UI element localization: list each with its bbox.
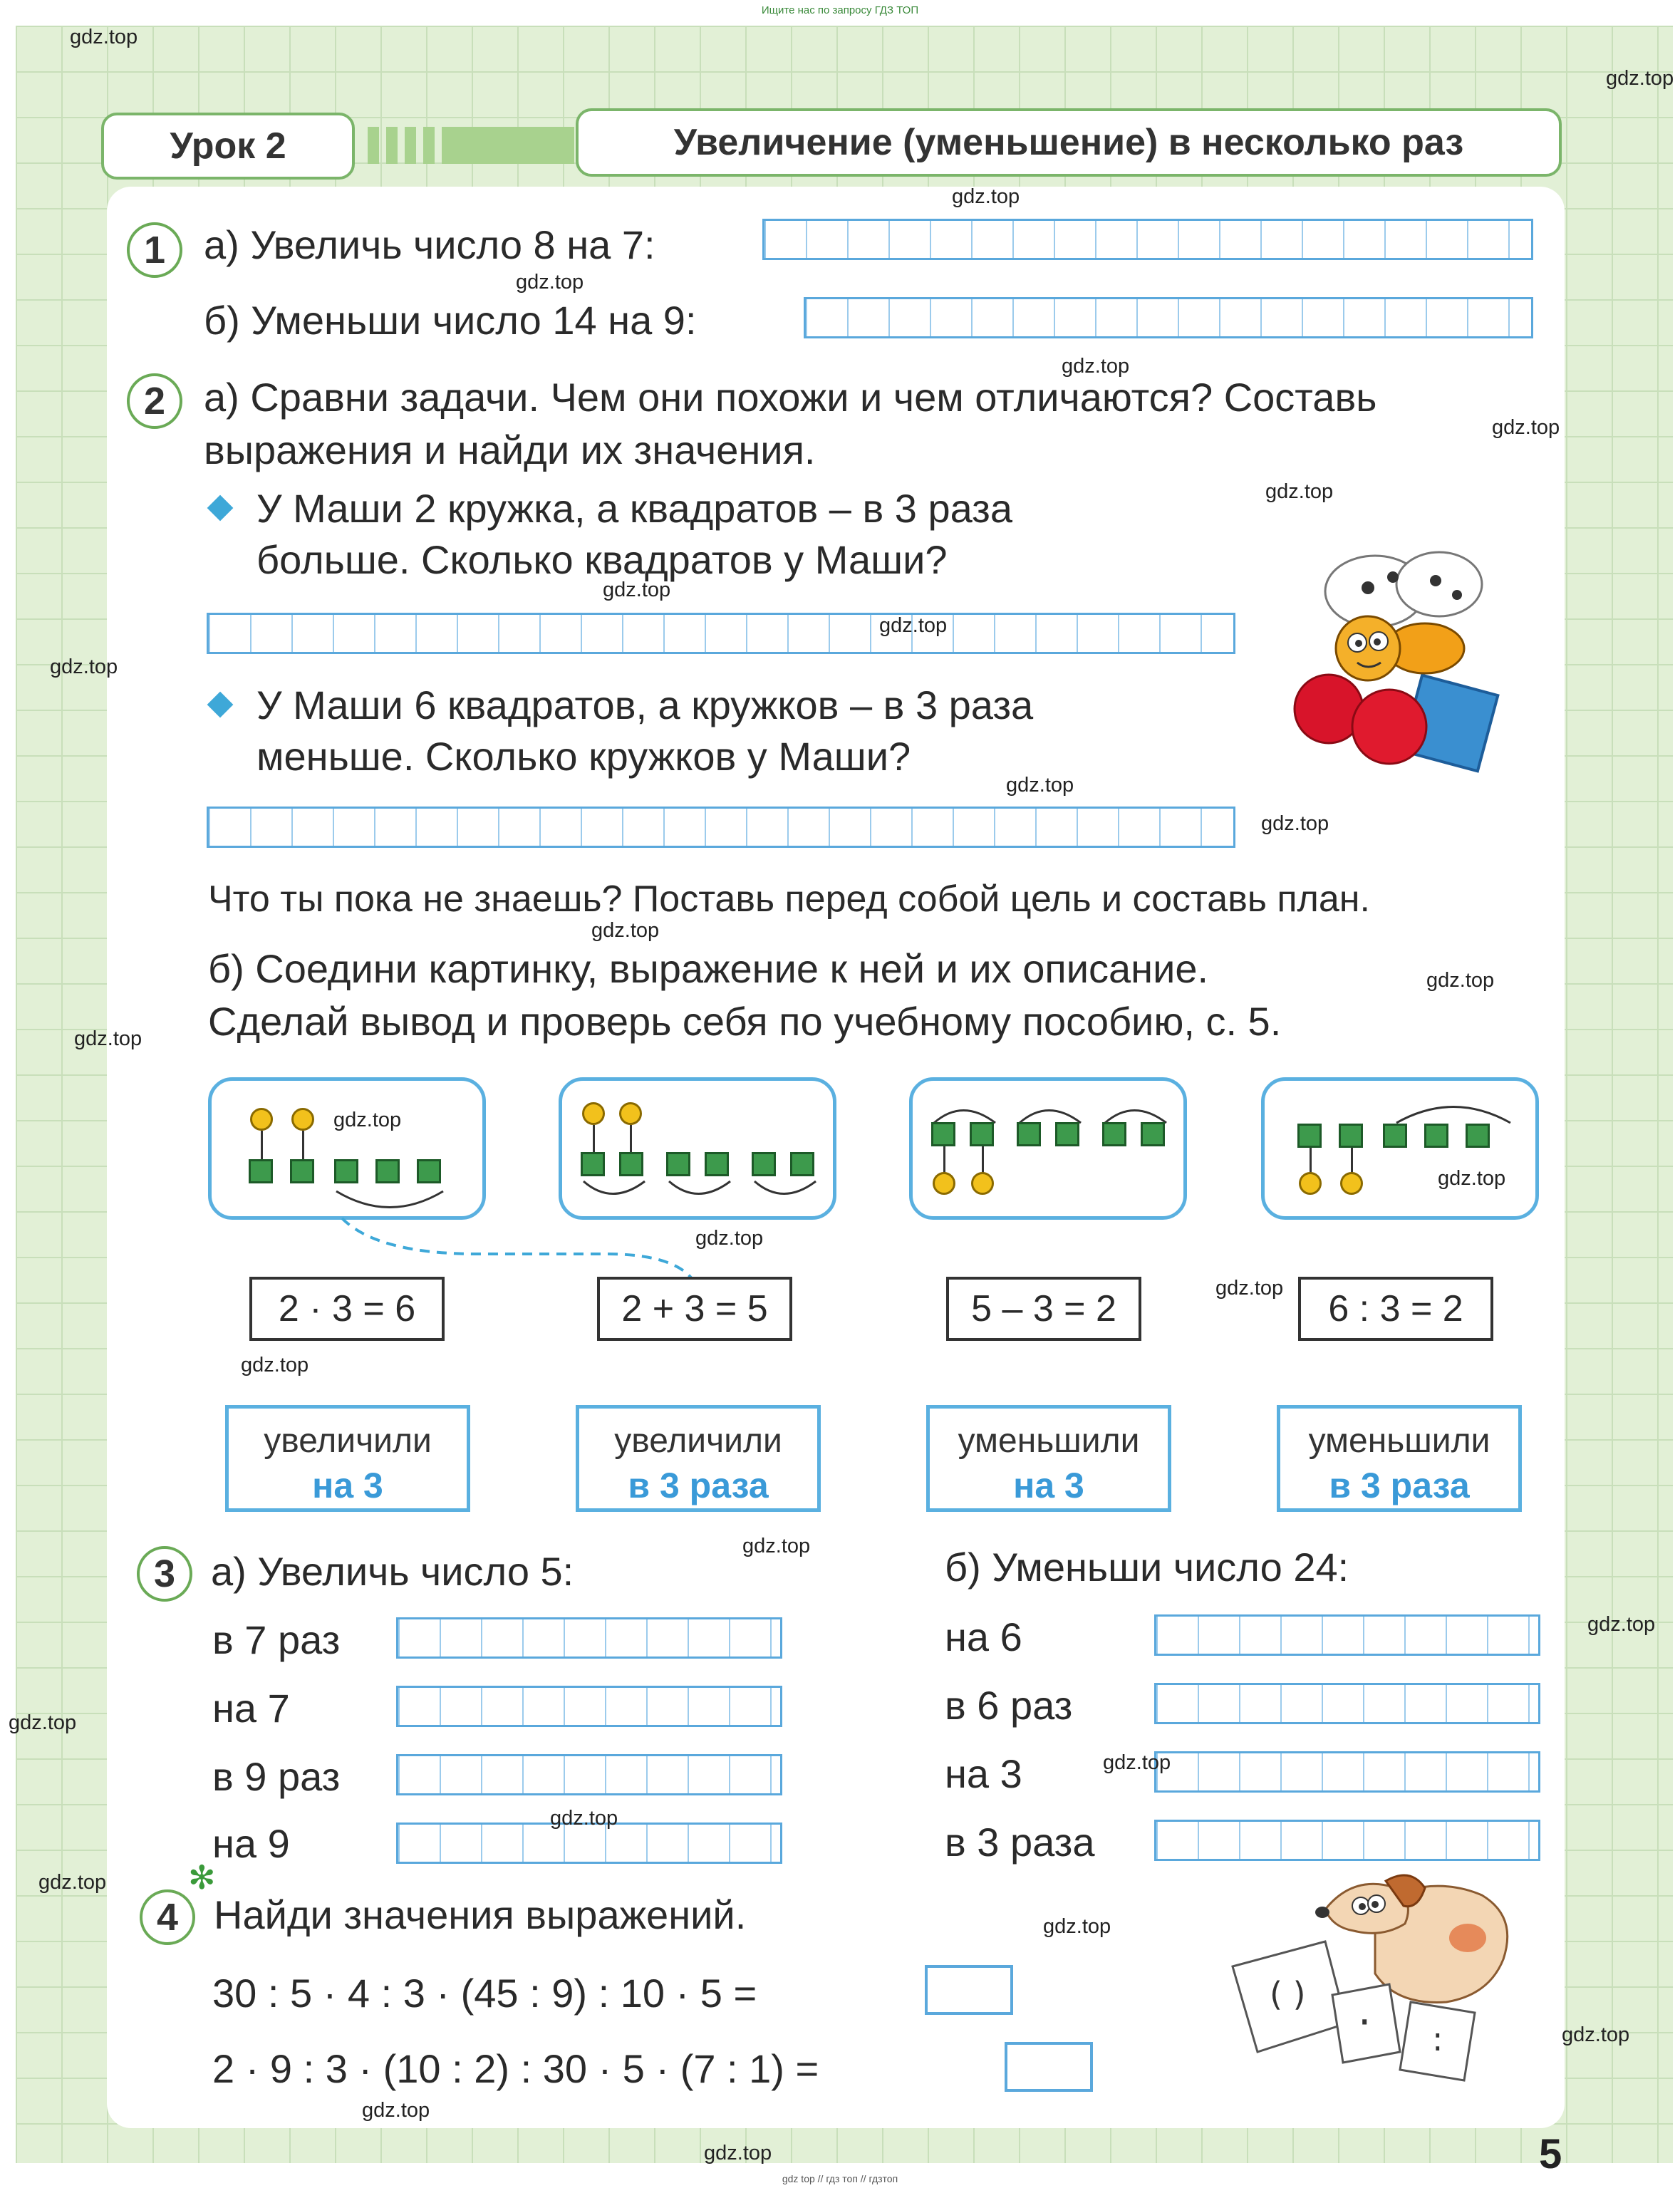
watermark: gdz.top (1062, 355, 1130, 378)
asterisk-icon: ✻ (188, 1859, 216, 1896)
square-shape (249, 1159, 273, 1183)
expression-1[interactable]: 2 · 3 = 6 (249, 1277, 445, 1341)
connector-line (943, 1146, 945, 1173)
task-4-expr-2: 2 · 9 : 3 · (10 : 2) : 30 · 5 · (7 : 1) = (212, 2046, 819, 2091)
bottom-note: gdz top // гдз топ // гдзтоп (782, 2173, 898, 2184)
task-3b-title: б) Уменьши число 24: (945, 1545, 1349, 1590)
watermark: gdz.top (1426, 969, 1495, 992)
task-1b-answer-grid[interactable] (804, 297, 1533, 338)
description-1-line2: на 3 (312, 1466, 383, 1505)
task-3a-title: а) Увеличь число 5: (211, 1549, 574, 1594)
description-2[interactable] (576, 1405, 821, 1512)
task-3a-item-3: в 9 раз (212, 1754, 341, 1799)
task-4-expr-1: 30 : 5 · 4 : 3 · (45 : 9) : 10 · 5 = (212, 1971, 757, 2016)
connector-line (261, 1131, 263, 1161)
connector-line (1351, 1148, 1353, 1173)
task-3a-item-2: на 7 (212, 1686, 290, 1731)
task-1a-text: а) Увеличь число 8 на 7: (204, 222, 655, 267)
watermark: gdz.top (1265, 480, 1334, 503)
task-2-intro-line2: выражения и найди их значения. (204, 427, 816, 472)
description-2-line2: в 3 раза (628, 1466, 769, 1505)
watermark: gdz.top (695, 1227, 764, 1250)
description-4[interactable] (1277, 1405, 1522, 1512)
task-3b-item-2: в 6 раз (945, 1683, 1073, 1728)
watermark: gdz.top (1492, 416, 1560, 439)
watermark: gdz.top (704, 2142, 772, 2164)
task-3b-item-3: на 3 (945, 1751, 1022, 1796)
description-3-line2: на 3 (1013, 1466, 1084, 1505)
problem-2-line2: меньше. Сколько кружков у Маши? (256, 734, 911, 779)
circle-shape (619, 1102, 642, 1125)
square-shape (1383, 1124, 1407, 1148)
task-3a-item-4: на 9 (212, 1821, 290, 1866)
brace-arc (927, 1098, 1176, 1126)
picture-1[interactable] (208, 1077, 486, 1220)
task-2-intro-line1: а) Сравни задачи. Чем они похожи и чем отличаются? Составь (204, 375, 1377, 420)
top-note: Ищите нас по запросу ГДЗ ТОП (761, 4, 919, 16)
bee-illustration (1290, 549, 1518, 784)
watermark: gdz.top (1043, 1915, 1111, 1938)
watermark: gdz.top (879, 614, 948, 637)
dog-illustration (1218, 1860, 1532, 2102)
task-4-title: Найди значения выражений. (214, 1892, 747, 1937)
watermark: gdz.top (1562, 2023, 1630, 2046)
task-1b-text: б) Уменьши число 14 на 9: (204, 298, 697, 343)
card-symbol-colon: : (1432, 2020, 1443, 2058)
problem-2-answer-grid[interactable] (207, 807, 1235, 848)
connector-line (302, 1131, 304, 1161)
connector-line (593, 1125, 595, 1153)
watermark: gdz.top (742, 1535, 811, 1557)
page-number: 5 (1539, 2131, 1562, 2177)
watermark: gdz.top (516, 271, 584, 294)
description-3[interactable] (926, 1405, 1171, 1512)
description-4-line1: уменьшили (1308, 1422, 1490, 1460)
task-1-number: 1 (127, 222, 182, 278)
task-3a-grid-3[interactable] (396, 1754, 782, 1795)
square-shape (1424, 1124, 1448, 1148)
watermark: gdz.top (1606, 67, 1674, 90)
circle-shape (971, 1172, 994, 1195)
task-3b-grid-2[interactable] (1154, 1683, 1540, 1724)
square-shape (705, 1152, 729, 1176)
watermark: gdz.top (74, 1027, 142, 1050)
task-3a-grid-2[interactable] (396, 1686, 782, 1727)
circle-shape (1340, 1172, 1363, 1195)
circle-shape (582, 1102, 605, 1125)
card-symbol-parens: ( ) (1270, 1975, 1306, 2013)
circle-shape (291, 1108, 314, 1131)
watermark: gdz.top (70, 26, 138, 48)
watermark: gdz.top (1261, 812, 1329, 835)
square-shape (417, 1159, 441, 1183)
square-shape (334, 1159, 358, 1183)
square-shape (790, 1152, 814, 1176)
task-3b-grid-3[interactable] (1154, 1751, 1540, 1793)
task-2b-line2: Сделай вывод и проверь себя по учебному пособию, с. 5. (208, 999, 1282, 1044)
square-shape (1017, 1122, 1041, 1146)
watermark: gdz.top (550, 1807, 618, 1830)
task-3b-item-1: на 6 (945, 1614, 1022, 1659)
connector-line (1310, 1148, 1312, 1173)
brace-arc (576, 1178, 826, 1206)
square-shape (619, 1152, 643, 1176)
problem-2-line1: У Маши 6 квадратов, а кружков – в 3 раза (256, 683, 1034, 727)
square-shape (1055, 1122, 1079, 1146)
task-3b-grid-1[interactable] (1154, 1614, 1540, 1656)
task-1a-answer-grid[interactable] (762, 219, 1533, 260)
expression-4[interactable]: 6 : 3 = 2 (1298, 1277, 1493, 1341)
task-4-answer-1[interactable] (925, 1965, 1013, 2015)
task-3b-item-4: в 3 раза (945, 1820, 1095, 1865)
task-3b-grid-4[interactable] (1154, 1820, 1540, 1861)
connector-line (630, 1125, 632, 1153)
watermark: gdz.top (50, 655, 118, 678)
watermark: gdz.top (603, 579, 671, 601)
square-shape (1297, 1124, 1322, 1148)
watermark: gdz.top (9, 1711, 77, 1734)
watermark: gdz.top (1587, 1613, 1656, 1636)
picture-2[interactable] (559, 1077, 836, 1220)
square-shape (581, 1152, 605, 1176)
task-4-number: 4 (140, 1889, 195, 1945)
problem-1-line2: больше. Сколько квадратов у Маши? (256, 537, 948, 582)
square-shape (752, 1152, 776, 1176)
task-3a-item-1: в 7 раз (212, 1617, 341, 1662)
square-shape (666, 1152, 690, 1176)
watermark: gdz.top (1438, 1167, 1506, 1190)
watermark: gdz.top (1215, 1277, 1284, 1300)
square-shape (375, 1159, 400, 1183)
task-3-number: 3 (137, 1546, 192, 1602)
square-shape (1339, 1124, 1363, 1148)
watermark: gdz.top (952, 185, 1020, 208)
connector-line (982, 1146, 984, 1173)
header-stripes (368, 127, 574, 164)
picture-4[interactable] (1261, 1077, 1539, 1220)
circle-shape (1299, 1172, 1322, 1195)
square-shape (970, 1122, 994, 1146)
problem-1-answer-grid[interactable] (207, 613, 1235, 654)
description-1[interactable] (225, 1405, 470, 1512)
watermark: gdz.top (591, 919, 660, 942)
description-4-line2: в 3 раза (1329, 1466, 1470, 1505)
watermark: gdz.top (333, 1109, 402, 1131)
lesson-topic: Увеличение (уменьшение) в несколько раз (576, 108, 1562, 177)
description-1-line1: увеличили (264, 1422, 432, 1460)
square-shape (931, 1122, 955, 1146)
square-shape (1102, 1122, 1126, 1146)
watermark: gdz.top (241, 1354, 309, 1376)
lesson-label: Урок 2 (101, 113, 355, 180)
card-symbol-dot: · (1358, 1998, 1372, 2046)
watermark: gdz.top (38, 1871, 107, 1894)
watermark: gdz.top (1006, 774, 1074, 797)
watermark: gdz.top (362, 2099, 430, 2122)
watermark: gdz.top (1103, 1751, 1171, 1774)
description-3-line1: уменьшили (958, 1422, 1140, 1460)
task-2b-line1: б) Соедини картинку, выражение к ней и их описание. (208, 946, 1209, 991)
expression-3[interactable]: 5 – 3 = 2 (946, 1277, 1141, 1341)
description-2-line1: увеличили (614, 1422, 782, 1460)
circle-shape (250, 1108, 273, 1131)
square-shape (290, 1159, 314, 1183)
task-4-answer-2[interactable] (1005, 2042, 1093, 2092)
goal-text: Что ты пока не знаешь? Поставь перед собой цель и составь план. (208, 878, 1370, 920)
square-shape (1466, 1124, 1490, 1148)
problem-1-line1: У Маши 2 кружка, а квадратов – в 3 раза (256, 486, 1012, 531)
picture-3[interactable] (909, 1077, 1187, 1220)
task-3a-grid-1[interactable] (396, 1617, 782, 1659)
square-shape (1141, 1122, 1165, 1146)
circle-shape (933, 1172, 955, 1195)
expression-2[interactable]: 2 + 3 = 5 (597, 1277, 792, 1341)
brace-arc (1393, 1098, 1514, 1126)
task-2-number: 2 (127, 373, 182, 429)
